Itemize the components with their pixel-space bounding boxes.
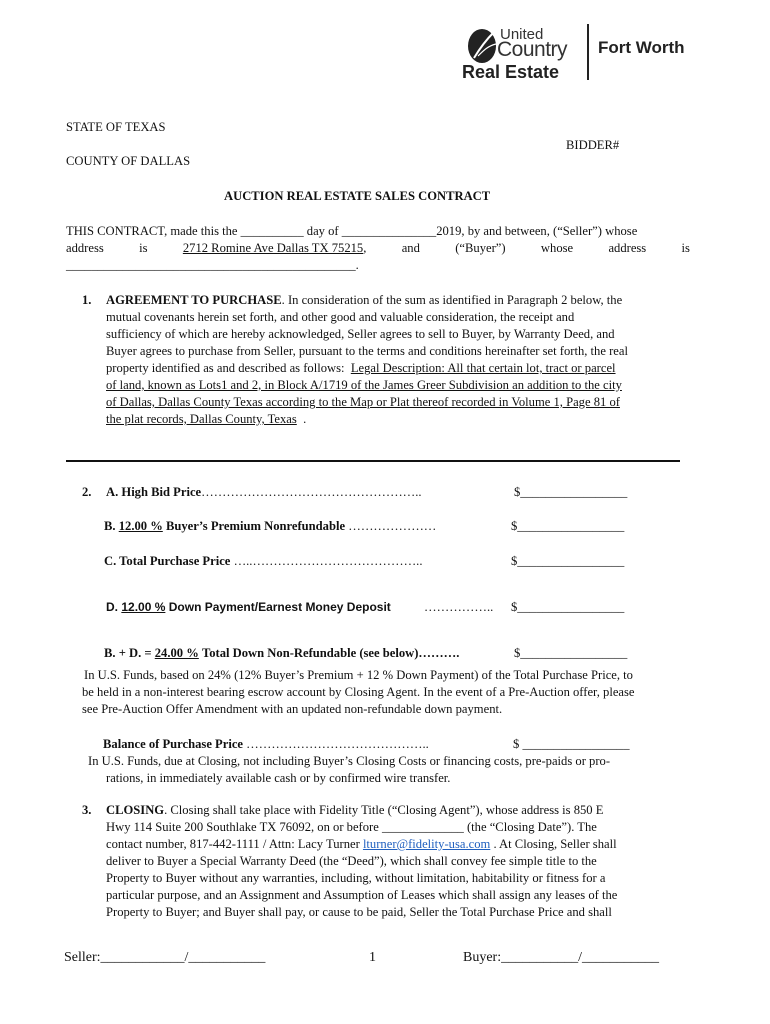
intro-line-1: THIS CONTRACT, made this the __________ day of _______________2019, by and between, (“Seller”) whose — [66, 224, 638, 238]
section-divider — [66, 460, 680, 462]
intro-word: (“Buyer”) — [455, 241, 506, 255]
seller-address-text: 2712 Romine Ave Dallas TX 75215 — [182, 241, 364, 255]
intro-line-3: ______________________________________________. — [66, 258, 359, 272]
buyers-premium-label: Buyer’s Premium Nonrefundable — [165, 519, 346, 533]
buyer-initials-field[interactable]: Buyer:___________/___________ — [463, 950, 659, 965]
high-bid-label: A. High Bid Price — [106, 485, 202, 499]
total-down-row — [104, 645, 459, 662]
logo-country-text: Country — [497, 38, 568, 61]
logo-real-estate-text: Real Estate — [462, 62, 560, 82]
intro-word: and — [401, 241, 420, 255]
item-prefix: D. — [106, 600, 118, 614]
page-number: 1 — [369, 950, 376, 965]
seller-address — [183, 240, 367, 257]
total-purchase-amount-field[interactable]: $_________________ — [511, 554, 625, 568]
down-payment-percent: 12.00 % — [121, 600, 166, 614]
section-1-number: 1. — [82, 293, 92, 307]
section-3-heading: CLOSING — [106, 803, 165, 817]
legal-description: Legal Description: All that certain lot, tract or parcel — [350, 361, 616, 375]
section-1-line-6: of land, known as Lots1 and 2, in Block A/1719 of the James Greer Subdivision an addition to the city — [106, 378, 622, 392]
county-line: COUNTY OF DALLAS — [66, 154, 191, 168]
section-3-text: . At Closing, Seller shall — [493, 837, 617, 851]
leader-dots: …..………………………………….. — [233, 554, 423, 568]
intro-line-2 — [66, 240, 690, 257]
high-bid-row — [106, 484, 422, 501]
section-1-text: property identified as and described as follows: — [106, 361, 345, 375]
section-3-line-7: Property to Buyer; and Buyer shall pay, or cause to be paid, Seller the Total Purchase Price and shall — [106, 905, 612, 919]
balance-amount-field[interactable]: $ _________________ — [513, 737, 630, 751]
section-2-number: 2. — [82, 485, 92, 499]
total-purchase-row — [104, 553, 422, 570]
funds-line-2: be held in a non-interest bearing escrow account by Closing Agent. In the event of a Pre-Auction offer, please — [82, 685, 635, 699]
funds-line-1: In U.S. Funds, based on 24% (12% Buyer’s Premium + 12 % Down Payment) of the Total Purchase Price, to — [84, 668, 633, 682]
item-prefix: B. — [104, 519, 116, 533]
leader-dots: ………………… — [348, 519, 437, 533]
section-1-line-2: mutual covenants herein set forth, and other good and valuable consideration, the receipt and — [106, 310, 575, 324]
document-title: AUCTION REAL ESTATE SALES CONTRACT — [224, 189, 491, 203]
buyers-premium-row — [104, 518, 436, 535]
bidder-label: BIDDER# — [566, 138, 620, 152]
section-1-line-3: sufficiency of which are hereby acknowledged, Seller agrees to sell to Buyer, by Warranty Deed, and — [106, 327, 615, 341]
section-1-heading: AGREEMENT TO PURCHASE — [106, 293, 282, 307]
state-line: STATE OF TEXAS — [66, 120, 166, 134]
leader-dots: …………………………………….. — [246, 737, 429, 751]
section-3-line-3 — [106, 836, 617, 853]
section-3-number: 3. — [82, 803, 92, 817]
balance-line-1: In U.S. Funds, due at Closing, not including Buyer’s Closing Costs or financing costs, pre-paids or pro- — [88, 754, 611, 768]
leader-dots: …………………………………………….. — [201, 485, 422, 499]
total-down-amount-field[interactable]: $_________________ — [514, 646, 628, 660]
total-purchase-label: C. Total Purchase Price — [104, 554, 231, 568]
intro-word: whose — [540, 241, 574, 255]
section-1-line-4: Buyer agrees to purchase from Seller, pursuant to the terms and conditions hereinafter set forth, the real — [106, 344, 628, 358]
section-3-line-5: Property to Buyer without any warranties, including, without limitation, habitability or fitness for a — [106, 871, 606, 885]
section-3-line-1 — [106, 802, 603, 819]
period: . — [303, 412, 307, 426]
section-3-line-2: Hwy 114 Suite 200 Southlake TX 76092, on or before _____________ (the “Closing Date”). The — [106, 820, 597, 834]
section-3-text: contact number, 817-442-1111 / Attn: Lacy Turner — [106, 837, 360, 851]
intro-word: address — [66, 241, 104, 255]
seller-initials-field[interactable]: Seller:____________/___________ — [64, 950, 266, 965]
balance-line-2: rations, in immediately available cash or by confirmed wire transfer. — [106, 771, 451, 785]
balance-row — [103, 736, 429, 753]
section-1-line-1 — [106, 292, 622, 309]
leader-dots: …………….. — [424, 600, 494, 614]
section-3-text: . Closing shall take place with Fidelity Title (“Closing Agent”), whose address is 850 E — [164, 803, 604, 817]
intro-word: address — [608, 241, 647, 255]
down-payment-row — [106, 599, 391, 616]
logo-divider — [587, 24, 589, 80]
high-bid-amount-field[interactable]: $_________________ — [514, 485, 628, 499]
total-down-percent: 24.00 % — [154, 646, 199, 660]
logo-city-text: Fort Worth — [598, 38, 685, 57]
down-payment-amount-field[interactable]: $_________________ — [511, 600, 625, 614]
section-3-line-4: deliver to Buyer a Special Warranty Deed (the “Deed”), which shall convey fee simple title to the — [106, 854, 597, 868]
legal-description-end: the plat records, Dallas County, Texas — [106, 412, 297, 426]
section-1-text: . In consideration of the sum as identified in Paragraph 2 below, the — [281, 293, 623, 307]
logo-united-text: United — [500, 26, 544, 43]
section-1-line-7: of Dallas, Dallas County Texas according to the Map or Plat thereof recorded in Volume 1, Page 81 of — [106, 395, 620, 409]
funds-line-3: see Pre-Auction Offer Amendment with an updated non-refundable down payment. — [82, 702, 503, 716]
comma: , — [363, 241, 367, 255]
intro-word: is — [139, 241, 148, 255]
total-down-label: Total Down Non-Refundable (see below)………. — [201, 646, 460, 660]
buyers-premium-percent: 12.00 % — [118, 519, 163, 533]
intro-word: is — [681, 241, 690, 255]
section-1-line-5 — [106, 360, 616, 377]
section-1-line-8 — [106, 411, 306, 428]
balance-label: Balance of Purchase Price — [103, 737, 244, 751]
item-prefix: B. + D. = — [104, 646, 152, 660]
closing-agent-email-link[interactable]: lturner@fidelity-usa.com — [362, 837, 491, 851]
buyers-premium-amount-field[interactable]: $_________________ — [511, 519, 625, 533]
section-3-line-6: particular purpose, and an Assignment and Assumption of Leases which shall assign any leases of the — [106, 888, 618, 902]
down-payment-label: Down Payment/Earnest Money Deposit — [168, 600, 391, 614]
